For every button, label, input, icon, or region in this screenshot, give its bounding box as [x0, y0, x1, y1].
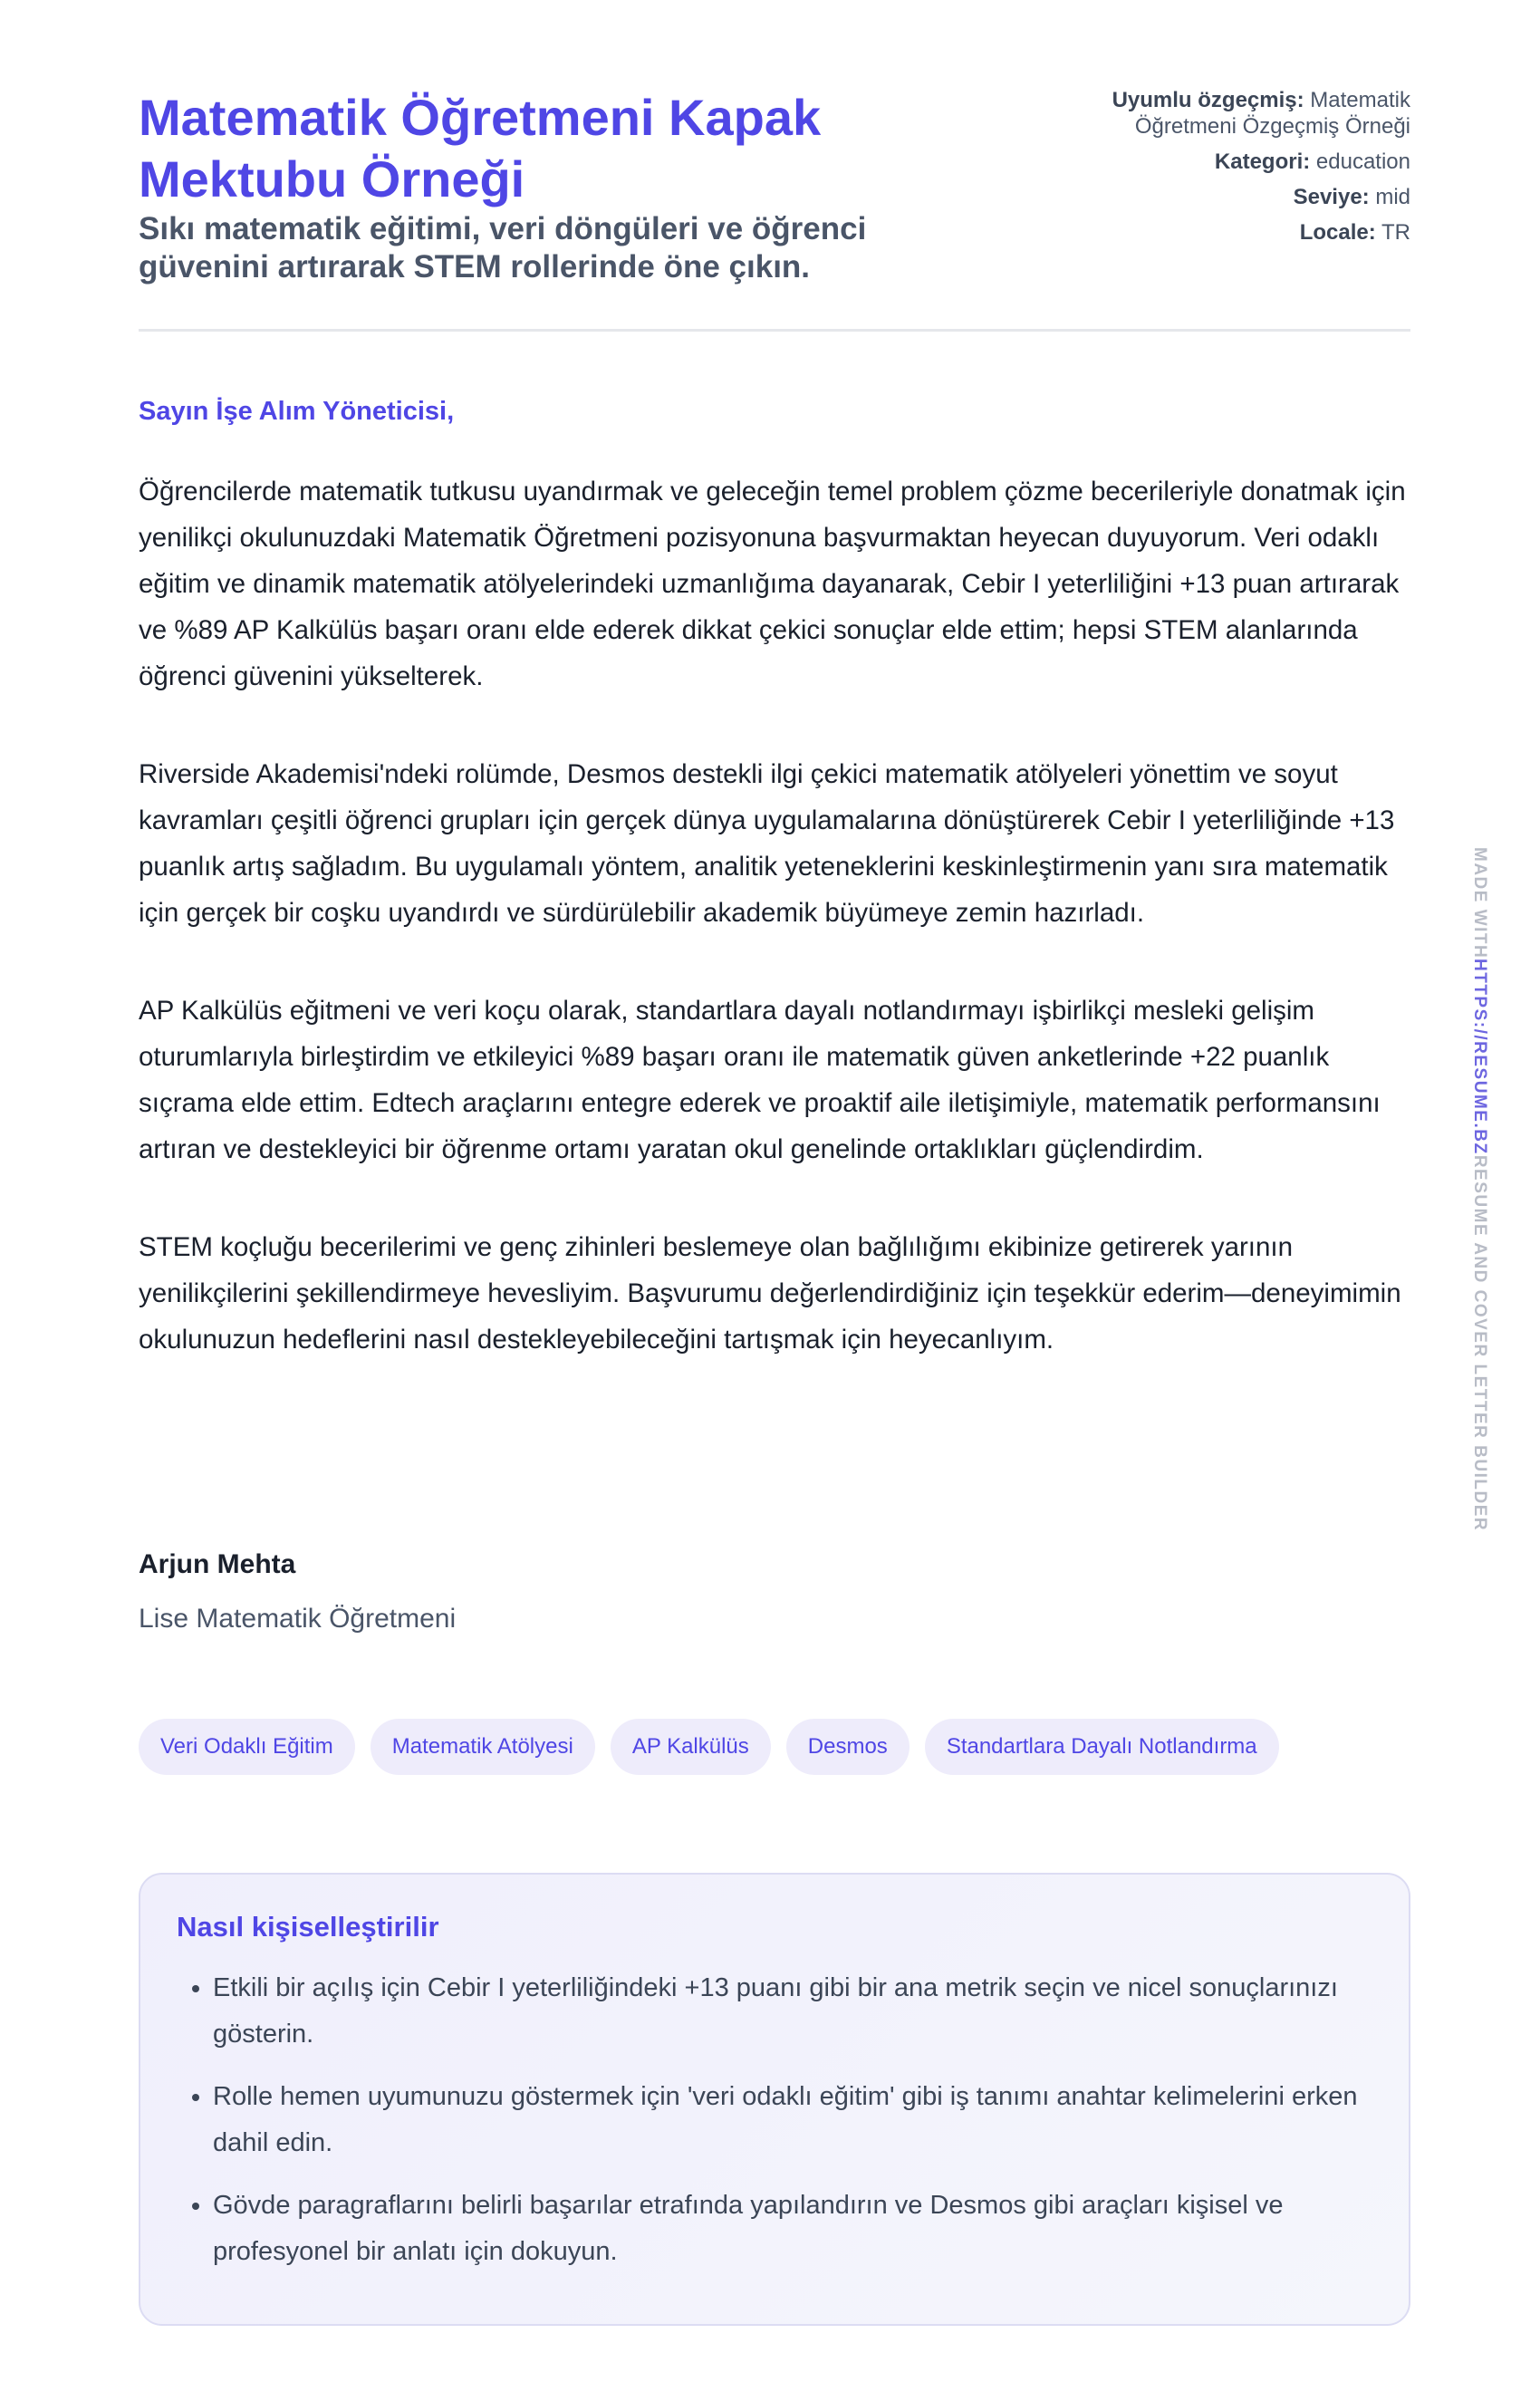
- signature-title: Lise Matematik Öğretmeni: [139, 1604, 457, 1634]
- tag: Veri Odaklı Eğitim: [139, 1719, 355, 1775]
- paragraph: STEM koçluğu becerilerimi ve genç zihinleri beslemeye olan bağlılığımı ekibinize getirerek yarının yenilikçilerini şekillendirmeye hevesliyim. Başvurumu değerlendirdiğiniz için teşekkür ederim—deneyimimin okulunuzun hedeflerini nasıl destekleyebileceğini tartışmak için heyecanlıyım.: [139, 1232, 1401, 1355]
- paragraph: Öğrencilerde matematik tutkusu uyandırmak ve geleceğin temel problem çözme becerileriyle donatmak için yenilikçi okulunuzdaki Matematik Öğretmeni pozisyonuna başvurmaktan heyecan duyuyorum. Veri odaklı eğitim ve dinamik matematik atölyelerindeki uzmanlığıma dayanarak, Cebir I yeterliliğini +13 puan artırarak ve %89 AP Kalkülüs başarı oranı elde ederek dikkat çekici sonuçlar elde ettim; hepsi STEM alanlarında öğrenci güvenini yükselterek.: [139, 477, 1406, 691]
- tip-item: • Etkili bir açılış için Cebir I yeterliliğindeki +13 puanı gibi bir ana metrik seçin ve nicel sonuçlarınızı gösterin.: [213, 1965, 1372, 2058]
- tag: Matematik Atölyesi: [371, 1719, 595, 1775]
- tip-item: • Rolle hemen uyumunuzu göstermek için 'veri odaklı eğitim' gibi iş tanımı anahtar kelimelerini erken dahil edin.: [213, 2074, 1372, 2166]
- cover-letter-page: [139, 0, 1410, 2266]
- letter-body: [139, 468, 1410, 1414]
- watermark-prefix: MADE WITH: [1470, 847, 1489, 959]
- header: [139, 0, 1410, 332]
- watermark: [1469, 847, 1489, 1531]
- meta-label: Seviye:: [1293, 185, 1370, 209]
- meta-level: [1084, 184, 1410, 210]
- tag: Desmos: [786, 1719, 910, 1775]
- meta-info: [1084, 87, 1410, 255]
- tip-item: • Gövde paragraflarını belirli başarılar etrafında yapılandırın ve Desmos gibi araçları kişisel ve profesyonel bir anlatı için dokuyun.: [213, 2183, 1372, 2275]
- meta-compatible-resume: [1084, 87, 1410, 140]
- meta-label: Locale:: [1299, 220, 1376, 245]
- meta-value: TR: [1381, 220, 1410, 245]
- tag: AP Kalkülüs: [611, 1719, 771, 1775]
- page-subtitle: Sıkı matematik eğitimi, veri döngüleri ve öğrenci güvenini artırarak STEM rollerinde öne çıkın.: [139, 211, 867, 284]
- meta-value: education: [1315, 149, 1410, 174]
- meta-label: Uyumlu özgeçmiş:: [1112, 88, 1304, 112]
- paragraph: Riverside Akademisi'ndeki rolümde, Desmos destekli ilgi çekici matematik atölyeleri yönettim ve soyut kavramları çeşitli öğrenci grupları için gerçek dünya uygulamalarına dönüştürerek Cebir I yeterliliğinde +13 puanlık artış sağladım. Bu uygulamalı yöntem, analitik yeteneklerini keskinleştirmenin yanı sıra matematik için gerçek bir coşku uyandırdı ve sürdürülebilir akademik büyümeye zemin hazırladı.: [139, 759, 1395, 928]
- meta-value: mid: [1375, 185, 1410, 209]
- watermark-link[interactable]: HTTPS://RESUME.BZ: [1470, 959, 1489, 1155]
- tag-list: [139, 1719, 1279, 1775]
- paragraph: AP Kalkülüs eğitmeni ve veri koçu olarak, standartlara dayalı notlandırmayı işbirlikçi mesleki gelişim oturumlarıyla birleştirdim ve etkileyici %89 başarı oranı ile matematik güven anketlerinde +22 puanlık sıçrama elde ettim. Edtech araçlarını entegre ederek ve proaktif aile iletişimiyle, matematik performansını artıran ve destekleyici bir öğrenme ortamı yaratan okul genelinde ortaklıkları güçlendirdim.: [139, 996, 1381, 1164]
- tips-heading: Nasıl kişiselleştirilir: [177, 1911, 439, 1943]
- meta-category: [1084, 149, 1410, 175]
- meta-label: Kategori:: [1214, 149, 1311, 174]
- tips-list: [177, 1965, 1372, 2275]
- watermark-suffix: RESUME AND COVER LETTER BUILDER: [1470, 1154, 1489, 1532]
- tag: Standartlara Dayalı Notlandırma: [925, 1719, 1279, 1775]
- page-title: Matematik Öğretmeni Kapak Mektubu Örneği: [139, 89, 822, 207]
- signature-name: Arjun Mehta: [139, 1549, 296, 1579]
- meta-value[interactable]: Matematik Öğretmeni Özgeçmiş Örneği: [1134, 88, 1410, 139]
- meta-locale: [1084, 219, 1410, 246]
- personalization-tips: [139, 1873, 1410, 2326]
- salutation: Sayın İşe Alım Yöneticisi,: [139, 397, 455, 426]
